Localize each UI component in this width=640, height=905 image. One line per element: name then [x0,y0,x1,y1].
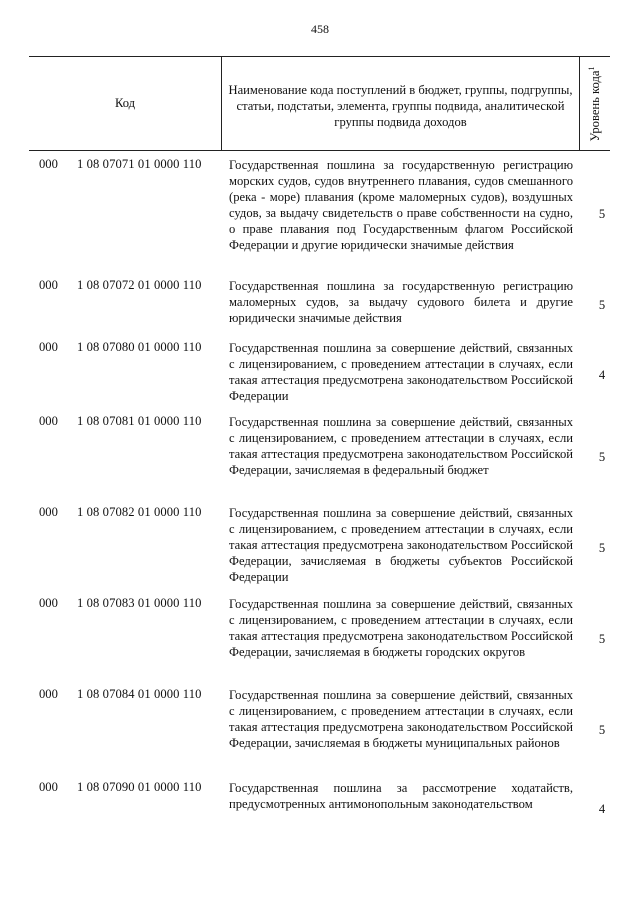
revenue-code: 1 08 07082 01 0000 110 [77,505,202,519]
revenue-code: 1 08 07090 01 0000 110 [77,780,202,794]
admin-code: 000 [39,414,58,428]
header-level-text [587,66,603,141]
code-level: 4 [598,368,606,382]
admin-code: 000 [39,278,58,292]
admin-code: 000 [39,780,58,794]
header-name: Наименование кода поступлений в бюджет, группы, подгруппы, статьи, подстатьи, элемента, группы подвида, аналитической группы подвида доходов [228,82,573,129]
revenue-code: 1 08 07080 01 0000 110 [77,340,202,354]
header-level [580,57,610,150]
revenue-name: Государственная пошлина за государственную регистрацию маломерных судов, за выдачу судового билета и другие юридически значимые действия [229,279,573,325]
code-level: 5 [598,450,606,464]
admin-code: 000 [39,505,58,519]
revenue-code: 1 08 07072 01 0000 110 [77,278,202,292]
revenue-name: Государственная пошлина за государственную регистрацию морских судов, судов внутреннего плавания, судов смешанного (река - море) плавания (кроме маломерных судов), воздушных судов, за выдачу свидетельств о праве собственности на судно, о праве плавания под Государственным флагом Российской Федерации и другие юридически значимые действия [229,158,573,252]
revenue-name: Государственная пошлина за совершение действий, связанных с лицензированием, с проведением аттестации в случаях, если такая аттестация предусмотрена законодательством Российской Федерации, зачисляемая в бюджеты муниципальных районов [229,688,573,750]
revenue-name: Государственная пошлина за совершение действий, связанных с лицензированием, с проведением аттестации в случаях, если такая аттестация предусмотрена законодательством Российской Федерации, зачисляемая в федеральный бюджет [229,415,573,477]
revenue-code: 1 08 07083 01 0000 110 [77,596,202,610]
revenue-code: 1 08 07081 01 0000 110 [77,414,202,428]
code-level: 5 [598,541,606,555]
admin-code: 000 [39,596,58,610]
header-level-label: Уровень кода [588,70,603,141]
revenue-code: 1 08 07084 01 0000 110 [77,687,202,701]
code-level: 5 [598,723,606,737]
code-level: 4 [598,802,606,816]
revenue-name: Государственная пошлина за совершение действий, связанных с лицензированием, с проведением аттестации в случаях, если такая аттестация предусмотрена законодательством Российской Федерации, зачисляемая в бюджеты субъектов Российской Федерации [229,506,573,584]
admin-code: 000 [39,340,58,354]
revenue-name: Государственная пошлина за совершение действий, связанных с лицензированием, с проведением аттестации в случаях, если такая аттестация предусмотрена законодательством Российской Федерации [229,341,573,403]
code-level: 5 [598,298,606,312]
admin-code: 000 [39,157,58,171]
header-code: Код [114,96,136,110]
table-header [29,56,610,151]
admin-code: 000 [39,687,58,701]
revenue-name: Государственная пошлина за рассмотрение ходатайств, предусмотренных антимонопольным законодательством [229,781,573,811]
code-level: 5 [598,632,606,646]
page-number: 458 [311,22,329,36]
revenue-name: Государственная пошлина за совершение действий, связанных с лицензированием, с проведением аттестации в случаях, если такая аттестация предусмотрена законодательством Российской Федерации, зачисляемая в бюджеты городских округов [229,597,573,659]
revenue-code: 1 08 07071 01 0000 110 [77,157,202,171]
header-level-footnote: 1 [586,66,596,71]
code-level: 5 [598,207,606,221]
